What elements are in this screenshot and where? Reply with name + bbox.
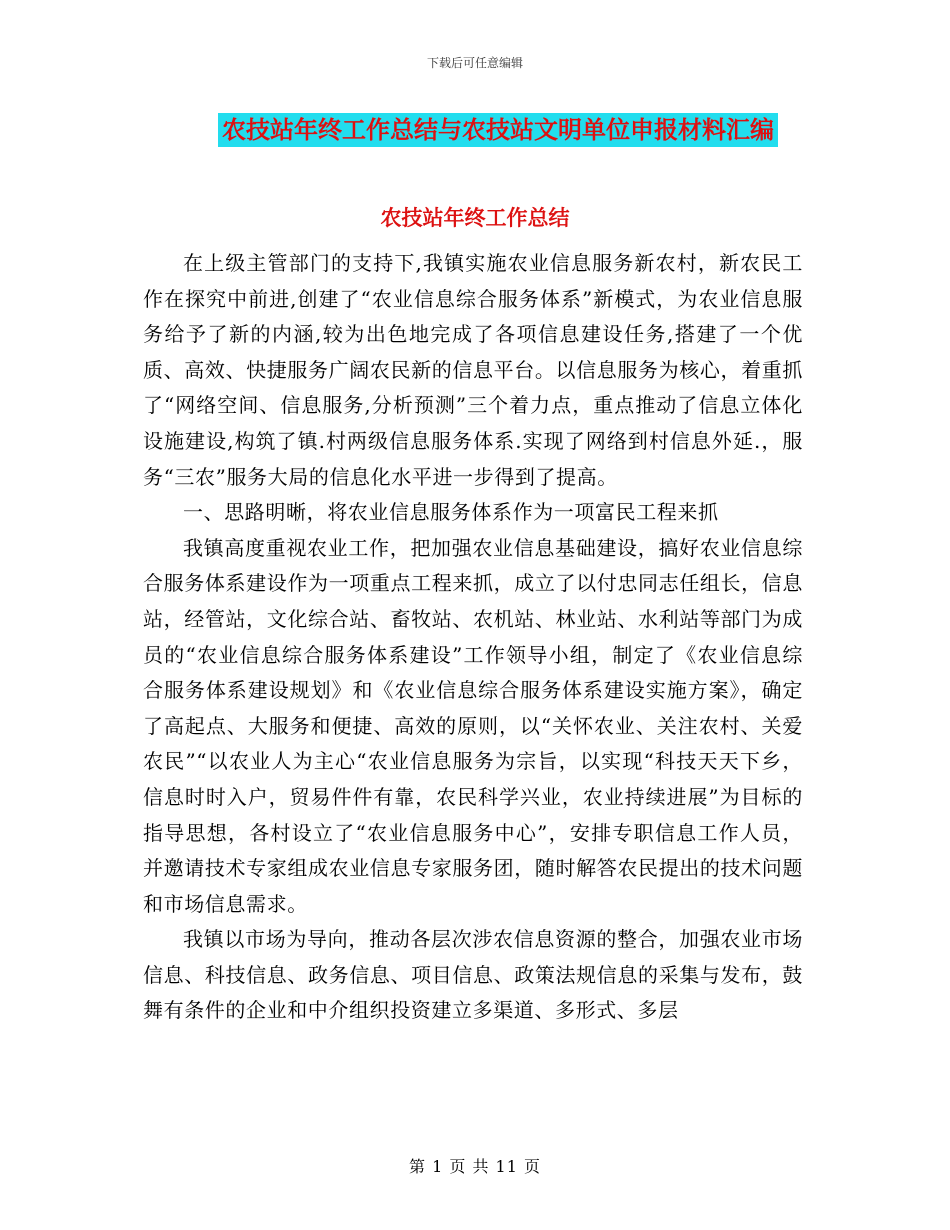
sub-title: 农技站年终工作总结 <box>380 206 570 230</box>
header-note: 下载后可任意编辑 <box>426 56 523 70</box>
main-title-wrap <box>0 113 950 147</box>
paragraph: 我镇以市场为导向，推动各层次涉农信息资源的整合，加强农业市场信息、科技信息、政务信息、项目信息、政策法规信息的采集与发布，鼓舞有条件的企业和中介组织投资建立多渠道、多形式、多层 <box>143 927 803 1023</box>
body-text <box>143 246 803 1029</box>
main-title: 农技站年终工作总结与农技站文明单位申报材料汇编 <box>218 113 778 147</box>
page-footer: 第 1 页 共 11 页 <box>409 1157 541 1176</box>
paragraph: 我镇高度重视农业工作，把加强农业信息基础建设，搞好农业信息综合服务体系建设作为一项重点工程来抓，成立了以付忠同志任组长，信息站，经管站，文化综合站、畜牧站、农机站、林业站、水利站等部门为成员的“农业信息综合服务体系建设”工作领导小组，制定了《农业信息综合服务体系建设规划》和《农业信息综合服务体系建设实施方案》，确定了高起点、大服务和便捷、高效的原则，以“关怀农业、关注农村、关爱农民”“以农业人为主心“农业信息服务为宗旨，以实现“科技天天下乡，信息时时入户，贸易件件有靠，农民科学兴业，农业持续进展”为目标的指导思想，各村设立了“农业信息服务中心”，安排专职信息工作人员，并邀请技术专家组成农业信息专家服务团，随时解答农民提出的技术问题和市场信息需求。 <box>143 535 803 916</box>
paragraph: 在上级主管部门的支持下,我镇实施农业信息服务新农村，新农民工作在探究中前进,创建了“农业信息综合服务体系”新模式，为农业信息服务给予了新的内涵,较为出色地完成了各项信息建设任务,搭建了一个优质、高效、快捷服务广阔农民新的信息平台。以信息服务为核心，着重抓了“网络空间、信息服务,分析预测”三个着力点，重点推动了信息立体化设施建设,构筑了镇.村两级信息服务体系.实现了网络到村信息外延.，服务“三农”服务大局的信息化水平进一步得到了提高。 <box>143 251 803 489</box>
section-heading: 一、思路明晰，将农业信息服务体系作为一项富民工程来抓 <box>183 500 719 525</box>
